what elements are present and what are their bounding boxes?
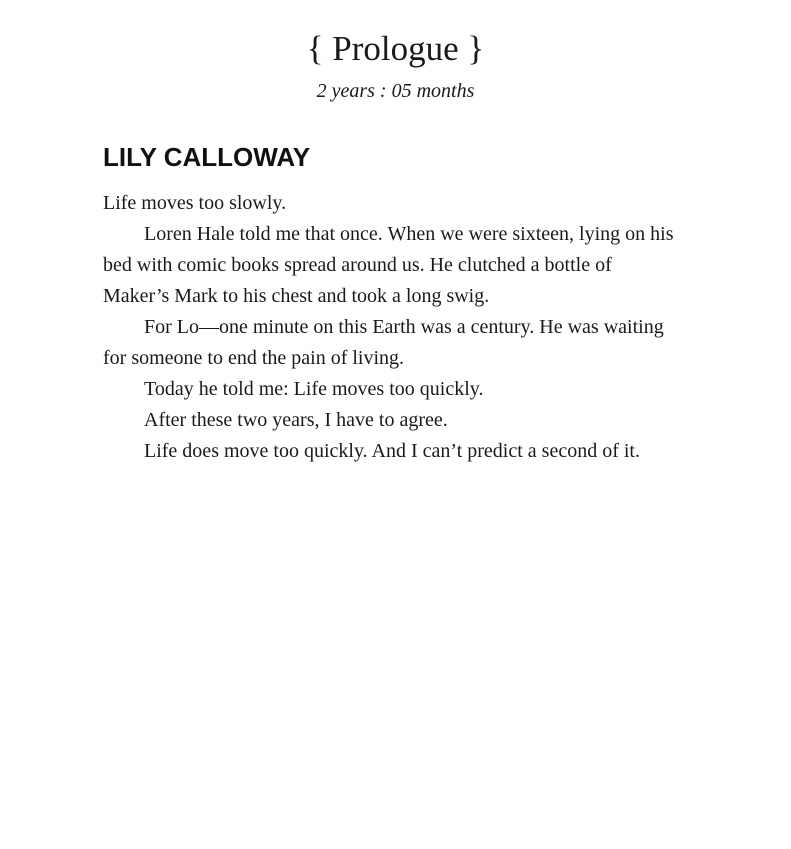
paragraph-line: bed with comic books spread around us. He clutched a bottle of [103,254,612,276]
pov-heading: LILY CALLOWAY [103,142,311,172]
paragraph-line: After these two years, I have to agree. [144,409,448,431]
paragraph-line: Life does move too quickly. And I can’t predict a second of it. [144,440,640,462]
paragraph-line: Maker’s Mark to his chest and took a long swig. [103,285,490,307]
paragraph-line: for someone to end the pain of living. [103,347,405,369]
chapter-body [103,188,691,467]
paragraph-line: Loren Hale told me that once. When we were sixteen, lying on his [144,223,674,245]
paragraph-line: Life moves too slowly. [103,192,287,214]
paragraph-line: For Lo—one minute on this Earth was a century. He was waiting [144,316,664,338]
paragraph-line: Today he told me: Life moves too quickly. [144,378,484,400]
chapter-title: { Prologue } [306,29,485,68]
chapter-subtitle: 2 years : 05 months [316,80,475,102]
